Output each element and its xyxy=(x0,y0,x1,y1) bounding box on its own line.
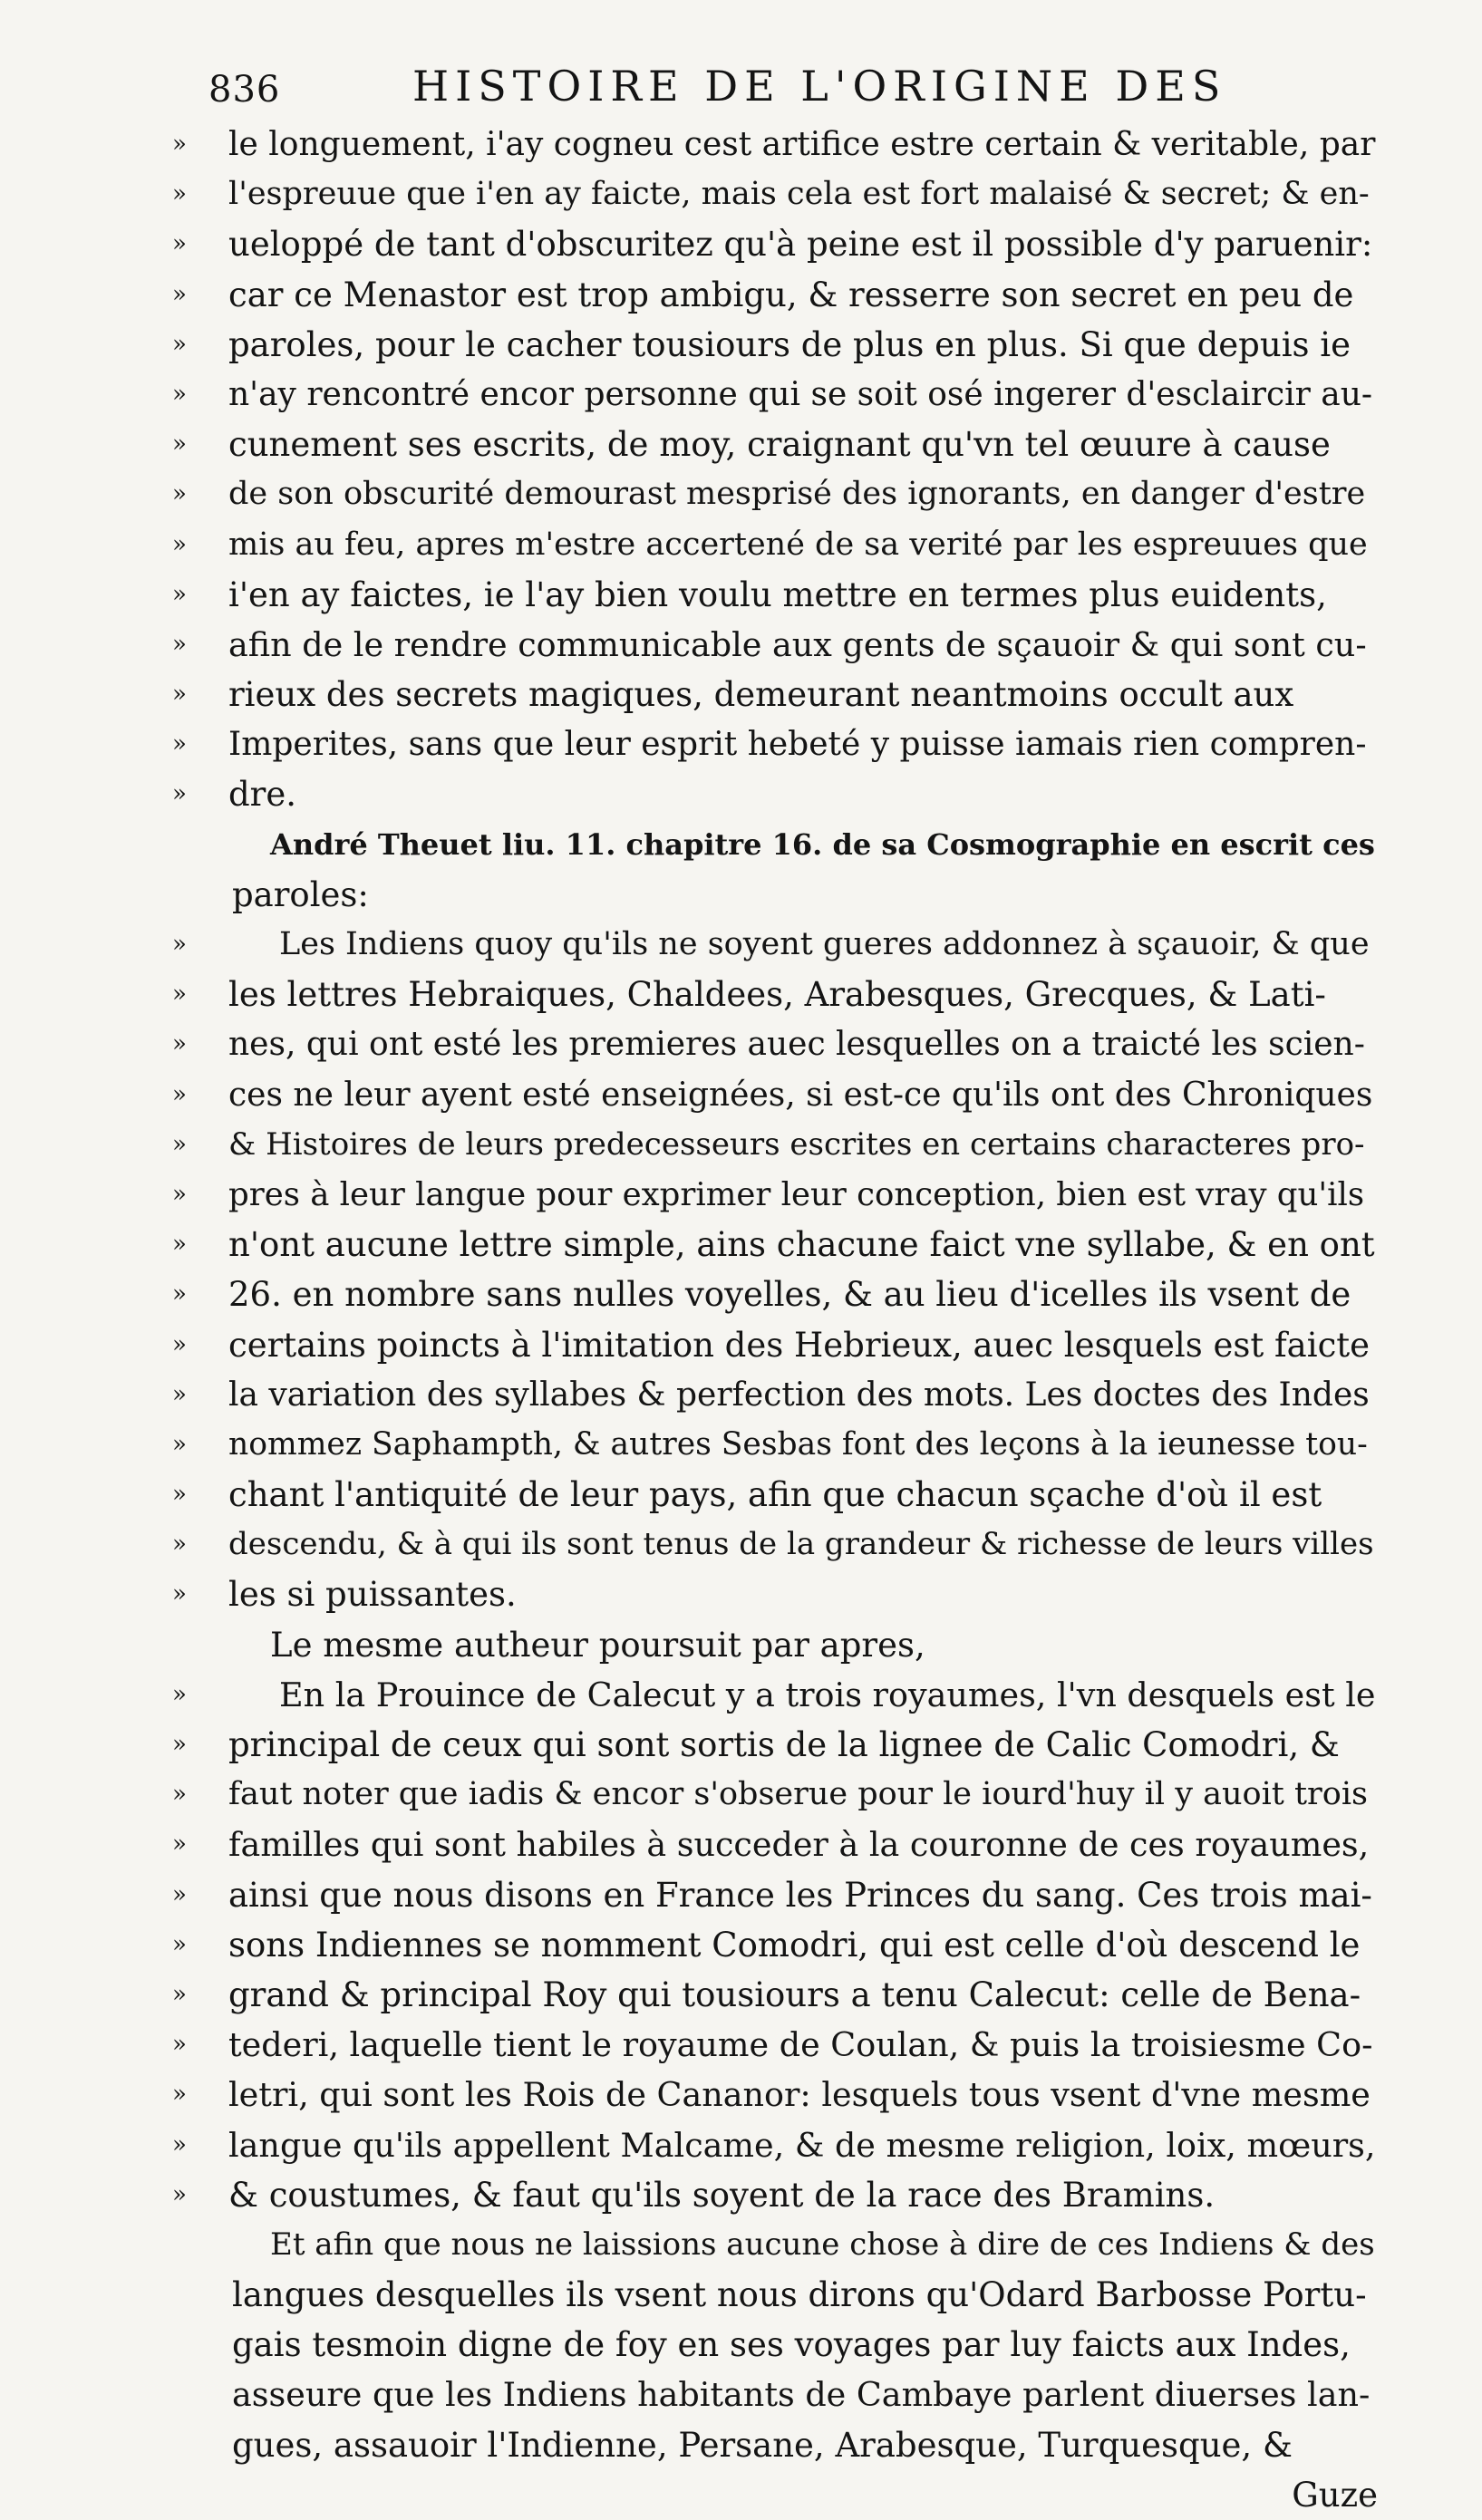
text-line xyxy=(172,1220,1378,1270)
text-line xyxy=(172,920,1378,970)
line-text: l'espreuue que i'en ay faicte, mais cela est fort malaisé & secret; & en- xyxy=(228,176,1370,213)
text-line xyxy=(172,1920,1378,1970)
quotation-marker: » xyxy=(172,230,187,258)
text-line xyxy=(172,2020,1378,2070)
line-text: & Histoires de leurs predecesseurs escrites en certains characteres pro- xyxy=(228,1125,1365,1163)
line-text: la variation des syllabes & perfection des mots. Les doctes des Indes xyxy=(228,1376,1370,1414)
text-line xyxy=(172,169,1378,219)
quotation-marker: » xyxy=(172,580,187,608)
quotation-marker: » xyxy=(172,780,187,808)
quotation-marker: » xyxy=(172,931,187,958)
line-text: Imperites, sans que leur esprit hebeté y puisse iamais rien compren- xyxy=(228,726,1367,764)
text-line xyxy=(172,1070,1378,1120)
text-line xyxy=(172,370,1378,420)
line-text: afin de le rendre communicable aux gents de sçauoir & qui sont cu- xyxy=(228,624,1367,664)
quotation-marker: » xyxy=(172,630,187,658)
text-line xyxy=(172,420,1378,469)
quotation-marker: » xyxy=(172,1180,187,1208)
quotation-marker: » xyxy=(172,730,187,758)
line-text: faut noter que iadis & encor s'obserue pour le iourd'huy il y auoit trois xyxy=(228,1776,1368,1813)
text-line xyxy=(172,219,1378,269)
line-text: letri, qui sont les Rois de Cananor: lesquels tous vsent d'vne mesme xyxy=(228,2075,1371,2115)
quotation-marker: » xyxy=(172,1231,187,1259)
line-text: dre. xyxy=(228,775,297,815)
quotation-marker: » xyxy=(172,1380,187,1408)
line-text: langues desquelles ils vsent nous dirons qu'Odard Barbosse Portu- xyxy=(232,2275,1367,2315)
text-line xyxy=(172,2320,1378,2370)
line-text: gues, assauoir l'Indienne, Persane, Arabesque, Turquesque, & xyxy=(232,2425,1293,2465)
quotation-marker: » xyxy=(172,2130,187,2158)
quotation-marker: » xyxy=(172,2031,187,2059)
quotation-marker: » xyxy=(172,1280,187,1308)
quotation-marker: » xyxy=(172,530,187,558)
text-line xyxy=(172,570,1378,620)
line-text: Et afin que nous ne laissions aucune chose à dire de ces Indiens & des xyxy=(270,2226,1375,2263)
quotation-marker: » xyxy=(172,681,187,709)
quotation-marker: » xyxy=(172,1980,187,2008)
line-text: certains poincts à l'imitation des Hebrieux, auec lesquels est faicte xyxy=(228,1325,1371,1365)
text-line xyxy=(172,820,1378,870)
line-text: André Theuet liu. 11. chapitre 16. de sa Cosmographie en escrit ces xyxy=(270,826,1375,862)
line-text: ainsi que nous disons en France les Princes du sang. Ces trois mai- xyxy=(228,1875,1372,1915)
text-line xyxy=(172,1120,1378,1170)
quotation-marker: » xyxy=(172,330,187,358)
text-line xyxy=(172,1770,1378,1820)
text-line xyxy=(172,620,1378,670)
line-text: mis au feu, apres m'estre accertené de sa verité par les espreuues que xyxy=(228,526,1368,563)
text-line xyxy=(172,769,1378,819)
text-line xyxy=(172,970,1378,1019)
text-line xyxy=(172,1870,1378,1920)
text-line xyxy=(172,2420,1378,2470)
running-title: HISTOIRE DE L'ORIGINE DES xyxy=(412,62,1227,111)
text-line xyxy=(172,870,1378,920)
text-line xyxy=(172,2370,1378,2419)
line-text: cunement ses escrits, de moy, craignant qu'vn tel œuure à cause xyxy=(228,425,1331,465)
quotation-marker: » xyxy=(172,1130,187,1158)
line-text: ces ne leur ayent esté enseignées, si est-ce qu'ils ont des Chroniques xyxy=(228,1076,1373,1114)
line-text: & coustumes, & faut qu'ils soyent de la race des Bramins. xyxy=(228,2175,1216,2215)
text-line xyxy=(172,2120,1378,2170)
line-text: tederi, laquelle tient le royaume de Coulan, & puis la troisiesme Co- xyxy=(228,2025,1373,2065)
line-text: car ce Menastor est trop ambigu, & resserre son secret en peu de xyxy=(228,275,1354,314)
line-text: langue qu'ils appellent Malcame, & de mesme religion, loix, mœurs, xyxy=(228,2125,1376,2165)
text-line xyxy=(172,469,1378,519)
line-text: grand & principal Roy qui tousiours a tenu Calecut: celle de Bena- xyxy=(228,1974,1361,2014)
text-line xyxy=(172,2220,1378,2270)
quotation-marker: » xyxy=(172,1430,187,1458)
line-text: le longuement, i'ay cogneu cest artifice estre certain & veritable, par xyxy=(228,126,1376,163)
text-line xyxy=(172,1569,1378,1619)
text-line xyxy=(172,1270,1378,1319)
line-text: de son obscurité demourast mesprisé des ignorants, en danger d'estre xyxy=(228,476,1366,513)
quotation-marker: » xyxy=(172,280,187,308)
line-text: principal de ceux qui sont sortis de la lignee de Calic Comodri, & xyxy=(228,1725,1340,1764)
line-text: asseure que les Indiens habitants de Cambaye parlent diuerses lan- xyxy=(232,2375,1371,2415)
catchword: Guze xyxy=(1292,2475,1378,2515)
line-text: paroles: xyxy=(232,874,369,914)
text-line xyxy=(172,2270,1378,2320)
quotation-marker: » xyxy=(172,1330,187,1358)
text-line xyxy=(172,2070,1378,2119)
text-line xyxy=(172,1470,1378,1520)
line-text: Le mesme autheur poursuit par apres, xyxy=(270,1625,925,1665)
quotation-marker: » xyxy=(172,1680,187,1708)
text-line xyxy=(172,1520,1378,1569)
line-text: familles qui sont habiles à succeder à la couronne de ces royaumes, xyxy=(228,1825,1370,1865)
text-line xyxy=(172,520,1378,570)
line-text: gais tesmoin digne de foy en ses voyages par luy faicts aux Indes, xyxy=(232,2325,1351,2365)
line-text: ueloppé de tant d'obscuritez qu'à peine est il possible d'y paruenir: xyxy=(228,225,1373,265)
page-body xyxy=(172,120,1378,2520)
text-line xyxy=(172,120,1378,169)
text-line xyxy=(172,1420,1378,1470)
line-text: nes, qui ont esté les premieres auec lesquelles on a traicté les scien- xyxy=(228,1026,1365,1064)
quotation-marker: » xyxy=(172,1731,187,1758)
text-line xyxy=(172,1820,1378,1869)
quotation-marker: » xyxy=(172,1580,187,1608)
page-number: 836 xyxy=(208,69,281,111)
quotation-marker: » xyxy=(172,130,187,158)
line-text: n'ont aucune lettre simple, ains chacune faict vne syllabe, & en ont xyxy=(228,1225,1375,1265)
text-line xyxy=(172,1019,1378,1069)
line-text: les lettres Hebraiques, Chaldees, Arabesques, Grecques, & Lati- xyxy=(228,975,1326,1015)
quotation-marker: » xyxy=(172,480,187,508)
catchword-line xyxy=(172,2470,1378,2520)
text-line xyxy=(172,1970,1378,2020)
quotation-marker: » xyxy=(172,1781,187,1809)
quotation-marker: » xyxy=(172,1481,187,1509)
quotation-marker: » xyxy=(172,180,187,208)
quotation-marker: » xyxy=(172,430,187,459)
line-text: pres à leur langue pour exprimer leur conception, bien est vray qu'ils xyxy=(228,1175,1365,1213)
quotation-marker: » xyxy=(172,380,187,408)
line-text: En la Prouince de Calecut y a trois royaumes, l'vn desquels est le xyxy=(279,1675,1376,1714)
line-text: Les Indiens quoy qu'ils ne soyent gueres addonnez à sçauoir, & que xyxy=(279,926,1370,962)
text-line xyxy=(172,1170,1378,1220)
line-text: chant l'antiquité de leur pays, afin que chacun sçache d'où il est xyxy=(228,1475,1322,1515)
line-text: n'ay rencontré encor personne qui se soit osé ingerer d'esclaircir au- xyxy=(228,375,1373,413)
text-line xyxy=(172,1370,1378,1420)
page-header xyxy=(208,62,1351,116)
line-text: les si puissantes. xyxy=(228,1575,517,1615)
text-line xyxy=(172,1720,1378,1770)
line-text: 26. en nombre sans nulles voyelles, & au lieu d'icelles ils vsent de xyxy=(228,1275,1351,1315)
line-text: rieux des secrets magiques, demeurant neantmoins occult aux xyxy=(228,675,1294,715)
text-line xyxy=(172,1670,1378,1720)
quotation-marker: » xyxy=(172,1030,187,1058)
line-text: i'en ay faictes, ie l'ay bien voulu mettre en termes plus euidents, xyxy=(228,574,1327,614)
quotation-marker: » xyxy=(172,1930,187,1958)
text-line xyxy=(172,1620,1378,1670)
quotation-marker: » xyxy=(172,1080,187,1108)
text-line xyxy=(172,1320,1378,1370)
quotation-marker: » xyxy=(172,1880,187,1908)
quotation-marker: » xyxy=(172,2180,187,2208)
quotation-marker: » xyxy=(172,980,187,1009)
quotation-marker: » xyxy=(172,1830,187,1859)
line-text: nommez Saphampth, & autres Sesbas font des leçons à la ieunesse tou- xyxy=(228,1425,1368,1463)
text-line xyxy=(172,270,1378,320)
quotation-marker: » xyxy=(172,1530,187,1559)
text-line xyxy=(172,719,1378,769)
line-text: paroles, pour le cacher tousiours de plus en plus. Si que depuis ie xyxy=(228,324,1351,364)
line-text: sons Indiennes se nomment Comodri, qui est celle d'où descend le xyxy=(228,1925,1361,1965)
text-line xyxy=(172,670,1378,719)
line-text: descendu, & à qui ils sont tenus de la grandeur & richesse de leurs villes xyxy=(228,1526,1374,1563)
text-line xyxy=(172,2170,1378,2220)
quotation-marker: » xyxy=(172,2081,187,2109)
text-line xyxy=(172,320,1378,370)
